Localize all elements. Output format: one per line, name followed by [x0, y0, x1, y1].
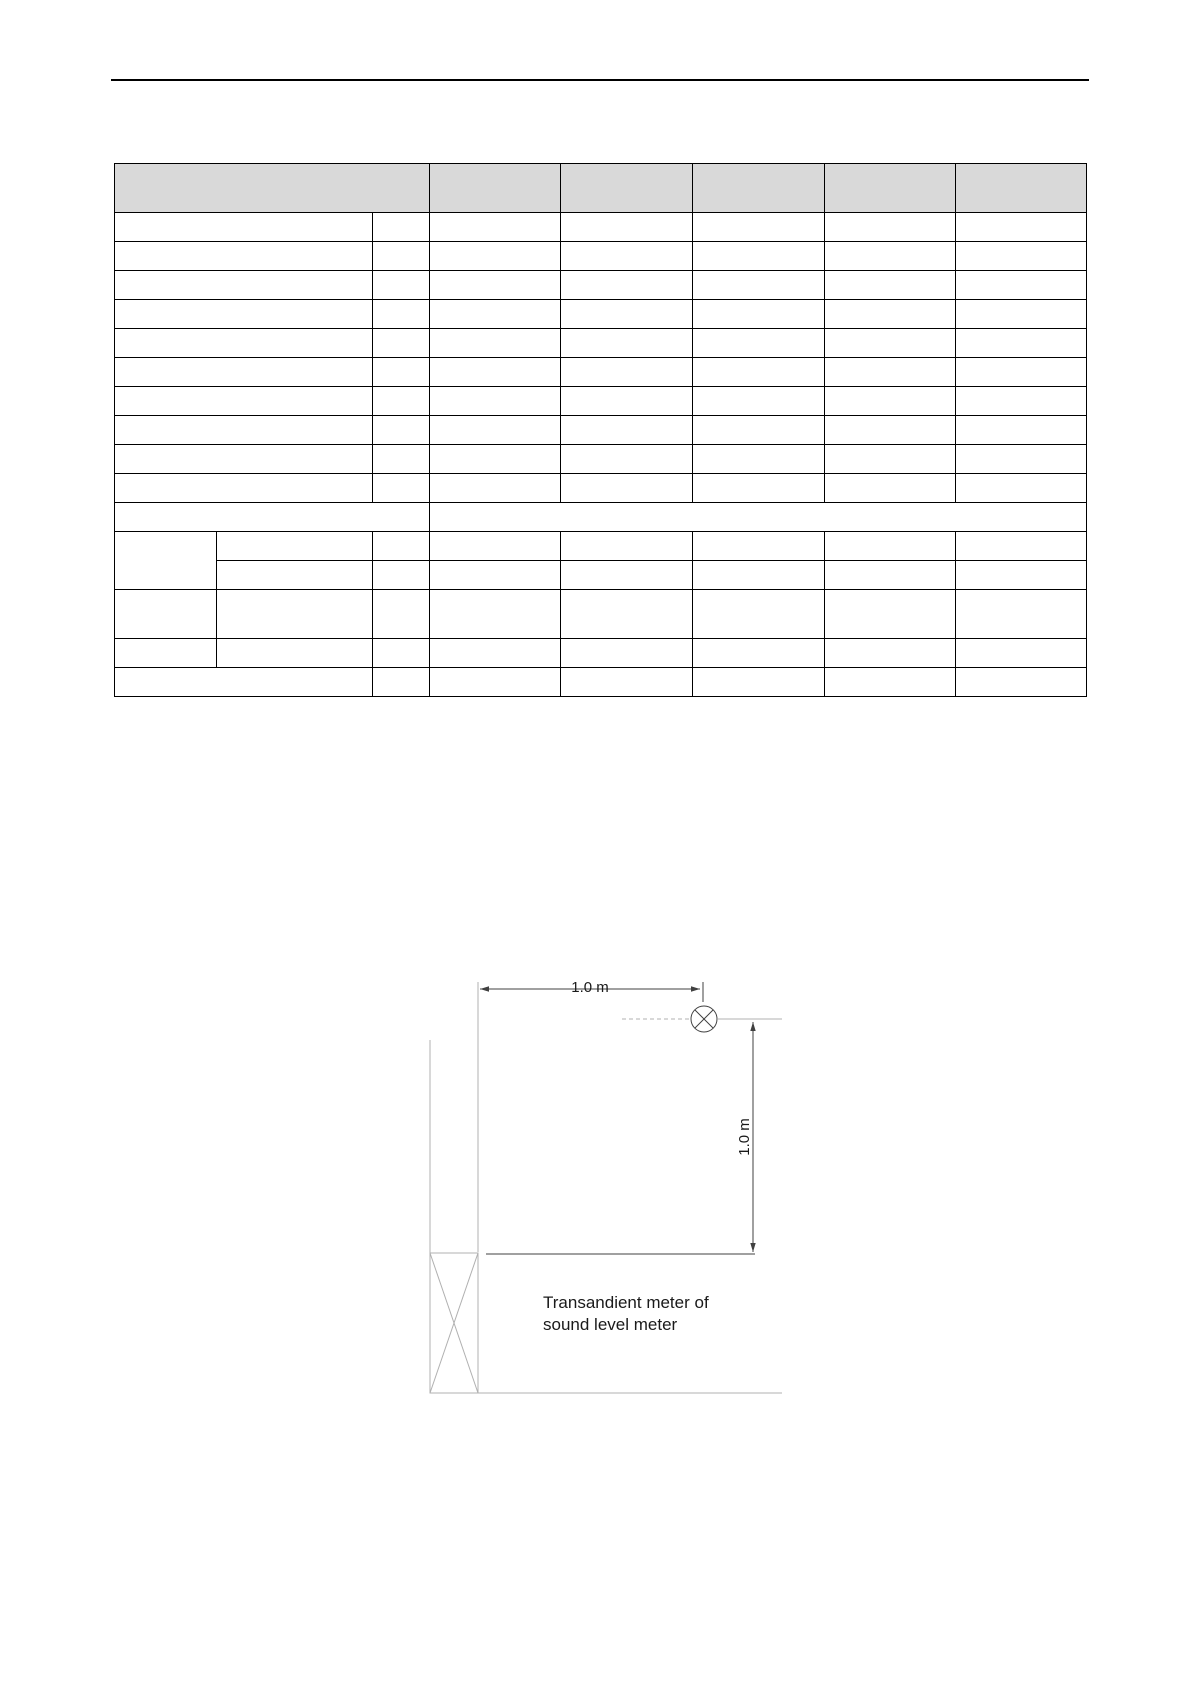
- microphone-icon: [691, 1006, 717, 1032]
- equipment-box: [430, 1253, 478, 1393]
- horizontal-distance-label: 1.0 m: [571, 979, 609, 996]
- vertical-distance-label: 1.0 m: [736, 1118, 753, 1156]
- figure-caption-line2: sound level meter: [543, 1315, 678, 1334]
- figure-caption-line1: Transandient meter of: [543, 1293, 709, 1312]
